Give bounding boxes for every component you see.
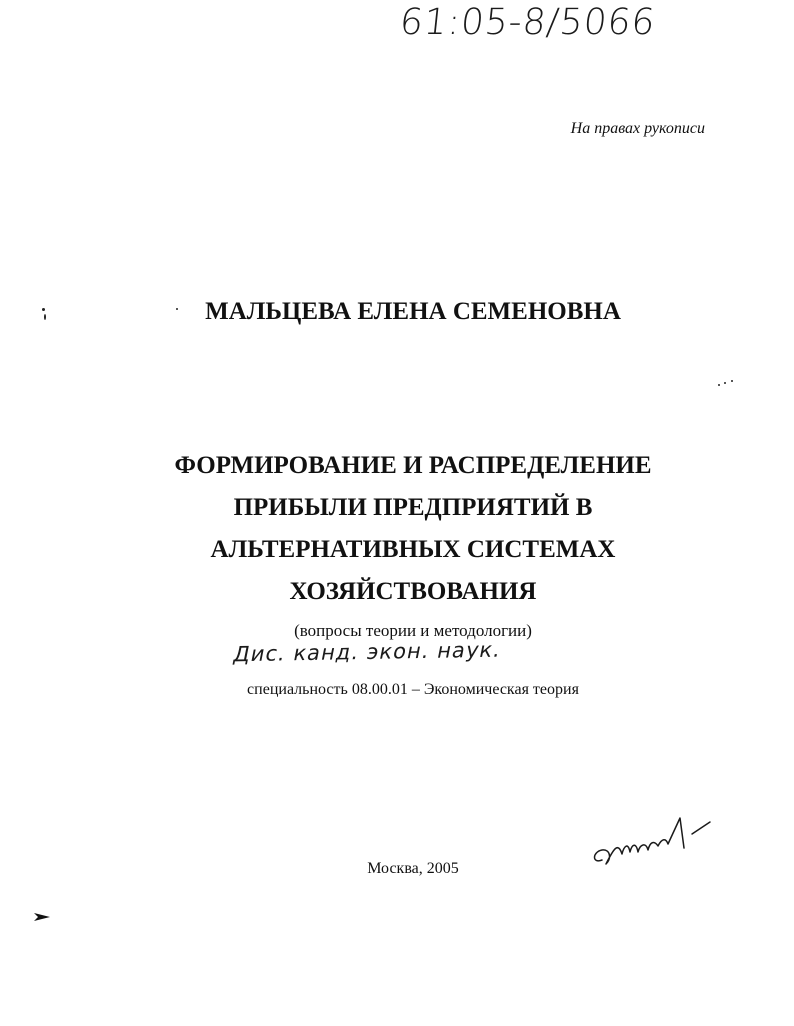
scan-speck (42, 308, 45, 311)
title-line: ФОРМИРОВАНИЕ И РАСПРЕДЕЛЕНИЕ (174, 452, 652, 479)
signature (588, 808, 728, 878)
scan-speck (176, 308, 178, 310)
title-line: ПРИБЫЛИ ПРЕДПРИЯТИЙ В (233, 494, 593, 521)
catalog-number: 61:05-8/5066 (397, 2, 658, 43)
scan-speck (731, 380, 733, 382)
scan-speck (718, 384, 720, 386)
specialty-line: специальность 08.00.01 – Экономическая теория (247, 681, 579, 698)
subtitle: (вопросы теории и методологии) (294, 621, 532, 640)
rights-note: На правах рукописи (570, 120, 705, 137)
title-line: ХОЗЯЙСТВОВАНИЯ (289, 578, 537, 605)
scan-speck (44, 314, 46, 320)
scan-speck (724, 382, 726, 384)
dissertation-title (0, 445, 794, 613)
author-name: МАЛЬЦЕВА ЕЛЕНА СЕМЕНОВНА (205, 298, 621, 325)
handwritten-degree-note: Дис. канд. экон. наук. (231, 637, 504, 667)
title-line: АЛЬТЕРНАТИВНЫХ СИСТЕМАХ (210, 536, 616, 563)
city-year: Москва, 2005 (367, 860, 459, 877)
margin-arrow-icon (34, 910, 54, 924)
